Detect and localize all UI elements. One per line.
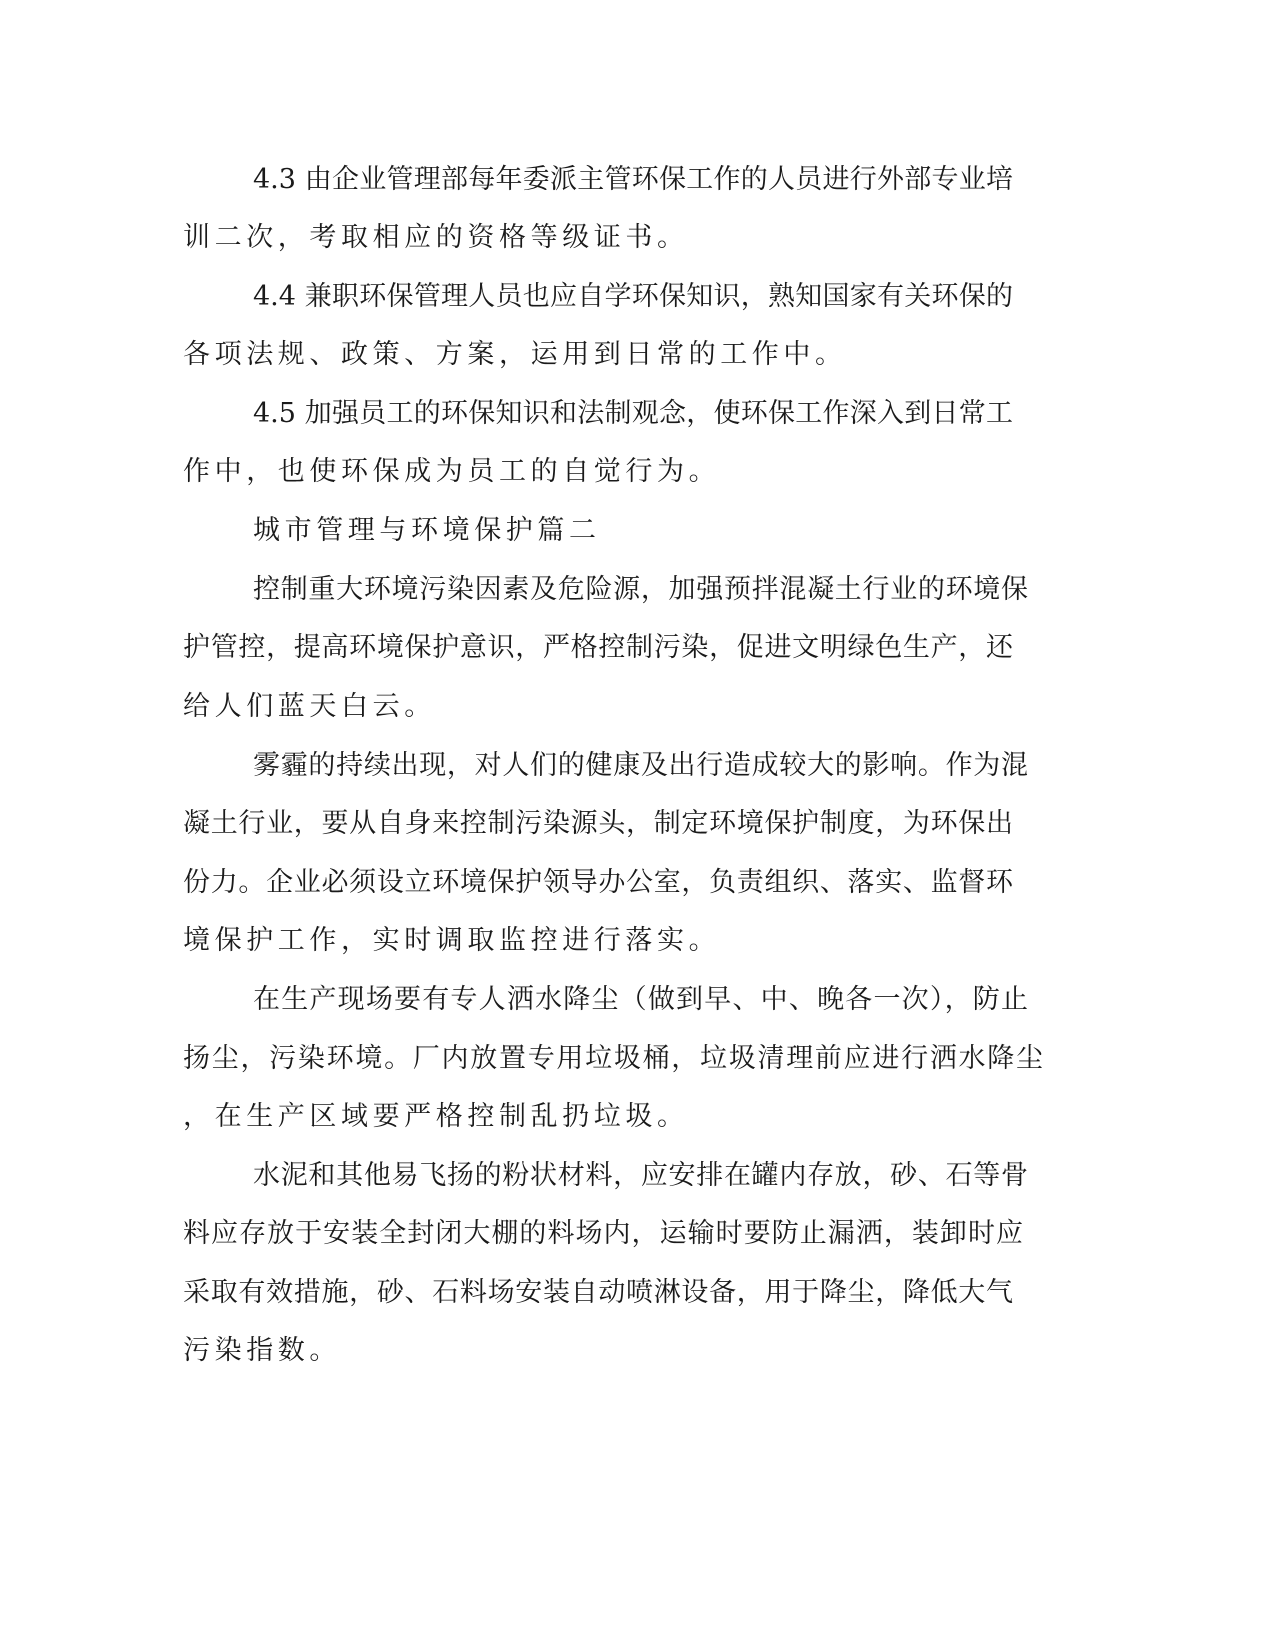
paragraph-4-line-2: 料应存放于安装全封闭大棚的料场内，运输时要防止漏洒，装卸时应	[183, 1218, 1023, 1249]
paragraph-4-line-4: 污染指数。	[183, 1335, 341, 1366]
paragraph-4-line-3: 采取有效措施，砂、石料场安装自动喷淋设备，用于降尘，降低大气	[183, 1277, 1013, 1308]
paragraph-4-4-line-1: 4.4 兼职环保管理人员也应自学环保知识，熟知国家有关环保的	[253, 281, 1013, 312]
paragraph-2-line-2: 凝土行业，要从自身来控制污染源头，制定环境保护制度，为环保出	[183, 808, 1013, 839]
paragraph-4-5-line-1: 4.5 加强员工的环保知识和法制观念，使环保工作深入到日常工	[253, 398, 1013, 429]
paragraph-3-line-2: 扬尘，污染环境。厂内放置专用垃圾桶，垃圾清理前应进行洒水降尘	[183, 1043, 1043, 1074]
paragraph-2-line-1: 雾霾的持续出现，对人们的健康及出行造成较大的影响。作为混	[253, 750, 1028, 781]
paragraph-4-3-line-1: 4.3 由企业管理部每年委派主管环保工作的人员进行外部专业培	[253, 164, 1013, 195]
paragraph-3-line-3: ，在生产区域要严格控制乱扔垃圾。	[183, 1101, 689, 1132]
paragraph-4-3-line-2: 训二次，考取相应的资格等级证书。	[183, 222, 689, 253]
paragraph-1-line-2: 护管控，提高环境保护意识，严格控制污染，促进文明绿色生产，还	[183, 632, 1013, 663]
paragraph-4-5-line-2: 作中，也使环保成为员工的自觉行为。	[183, 456, 721, 487]
paragraph-4-4-line-2: 各项法规、政策、方案，运用到日常的工作中。	[183, 339, 847, 370]
paragraph-1-line-1: 控制重大环境污染因素及危险源，加强预拌混凝土行业的环境保	[253, 574, 1028, 605]
paragraph-1-line-3: 给人们蓝天白云。	[183, 691, 436, 722]
paragraph-2-line-4: 境保护工作，实时调取监控进行落实。	[183, 925, 721, 956]
section-heading: 城市管理与环境保护篇二	[253, 515, 601, 546]
paragraph-2-line-3: 份力。企业必须设立环境保护领导办公室，负责组织、落实、监督环	[183, 867, 1013, 898]
paragraph-4-line-1: 水泥和其他易飞扬的粉状材料，应安排在罐内存放，砂、石等骨	[253, 1160, 1028, 1191]
paragraph-3-line-1: 在生产现场要有专人洒水降尘（做到早、中、晚各一次），防止	[253, 984, 1028, 1015]
